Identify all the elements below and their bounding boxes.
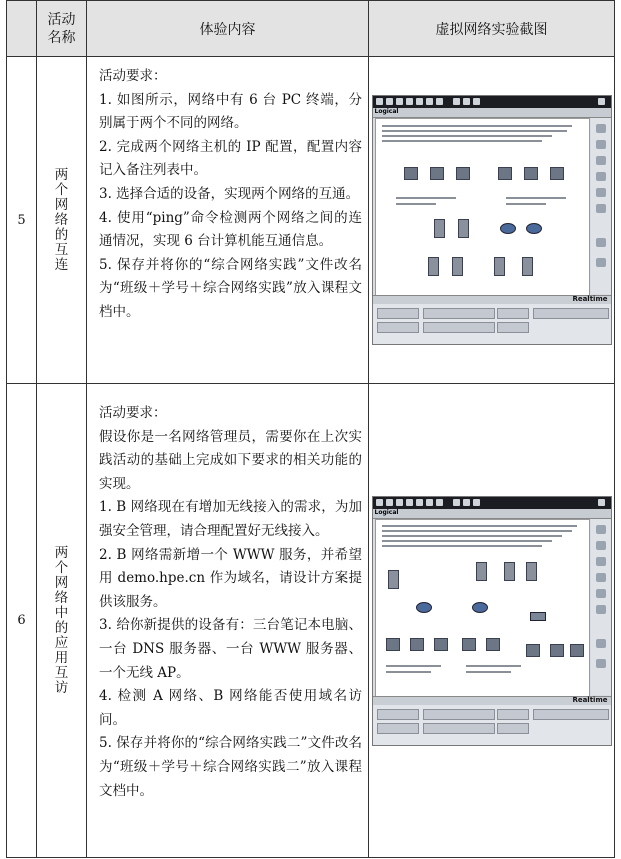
name-char: 网 [54, 196, 69, 213]
simulator-right-toolbar [591, 519, 611, 695]
table-row [7, 384, 615, 858]
realtime-label: Realtime [572, 695, 608, 704]
name-char: 个 [54, 559, 69, 576]
logical-label: Logical [374, 508, 399, 516]
name-char: 互 [54, 664, 69, 681]
table-header-row [7, 1, 615, 57]
content-line: 4. 检测 A 网络、B 网络能否使用域名访问。 [99, 688, 362, 728]
name-char: 网 [54, 574, 69, 591]
content-line: 2. 完成两个网络主机的 IP 配置，配置内容记入备注列表中。 [99, 138, 362, 179]
content-line: 4. 使用“ping”命令检测两个网络之间的连通情况，实现 6 台计算机能互通信息。 [99, 209, 362, 250]
simulator-toolbar [373, 497, 611, 509]
name-char: 中 [54, 604, 69, 621]
simulator-status-bar [373, 696, 611, 705]
activity-name-vertical [37, 384, 87, 858]
content-line: 活动要求： [99, 68, 167, 84]
simulator-status-bar [373, 295, 611, 304]
screenshot-cell [369, 57, 615, 384]
name-char: 络 [54, 211, 69, 228]
header-activity-line1: 活动 [47, 11, 76, 28]
name-char: 互 [54, 241, 69, 258]
content-line: 1. 如图所示，网络中有 6 台 PC 终端，分别属于两个不同的网络。 [99, 91, 362, 132]
header-content: 体验内容 [87, 1, 369, 57]
name-char: 络 [54, 589, 69, 606]
network-simulator-screenshot [372, 95, 612, 345]
name-char: 用 [54, 649, 69, 666]
header-activity-line2: 名称 [47, 29, 76, 46]
header-activity-name [37, 1, 87, 57]
activity-table [6, 0, 615, 858]
simulator-right-toolbar [591, 118, 611, 294]
row-number: 6 [7, 384, 37, 858]
workspace-canvas [375, 118, 590, 296]
table-row [7, 57, 615, 384]
logical-label: Logical [374, 108, 399, 115]
simulator-nav-bar [373, 509, 611, 519]
activity-content [87, 57, 369, 384]
name-char: 应 [54, 634, 69, 651]
header-number-cell [7, 1, 37, 57]
name-char: 的 [54, 619, 69, 636]
name-char: 访 [54, 679, 69, 696]
content-line: 2. B 网络需新增一个 WWW 服务，并希望用 demo.hpe.cn 作为域名，请设计方案提供该服务。 [99, 546, 362, 610]
activity-name-vertical [37, 57, 87, 384]
network-simulator-screenshot [372, 496, 612, 746]
device-palette [373, 705, 611, 745]
workspace-canvas [375, 519, 590, 697]
content-line: 3. 选择合适的设备，实现两个网络的互通。 [99, 185, 360, 202]
content-line: 活动要求： [99, 405, 167, 421]
name-char: 个 [54, 181, 69, 198]
row-number: 5 [7, 57, 37, 384]
content-line: 5. 保存并将你的“综合网络实践二”文件改名为“班级＋学号＋综合网络实践二”放入课程文档中。 [99, 735, 362, 799]
activity-content [87, 384, 369, 858]
content-line: 假设你是一名网络管理员，需要你在上次实践活动的基础上完成如下要求的相关功能的实现。 [99, 428, 362, 492]
device-palette [373, 304, 611, 344]
name-char: 连 [54, 256, 69, 273]
screenshot-cell [369, 384, 615, 858]
content-line: 1. B 网络现在有增加无线接入的需求，为加强安全管理，请合理配置好无线接入。 [99, 499, 362, 539]
name-char: 的 [54, 226, 69, 243]
simulator-toolbar [373, 96, 611, 108]
content-line: 5. 保存并将你的“综合网络实践”文件改名为“班级＋学号＋综合网络实践”放入课程文档中。 [99, 256, 362, 320]
header-screenshot: 虚拟网络实验截图 [369, 1, 615, 57]
realtime-label: Realtime [572, 295, 608, 303]
simulator-nav-bar [373, 108, 611, 118]
name-char: 两 [54, 544, 69, 561]
name-char: 两 [54, 166, 69, 183]
content-line: 3. 给你新提供的设备有：三台笔记本电脑、一台 DNS 服务器、一台 WWW 服务器、一个无线 AP。 [99, 617, 362, 681]
